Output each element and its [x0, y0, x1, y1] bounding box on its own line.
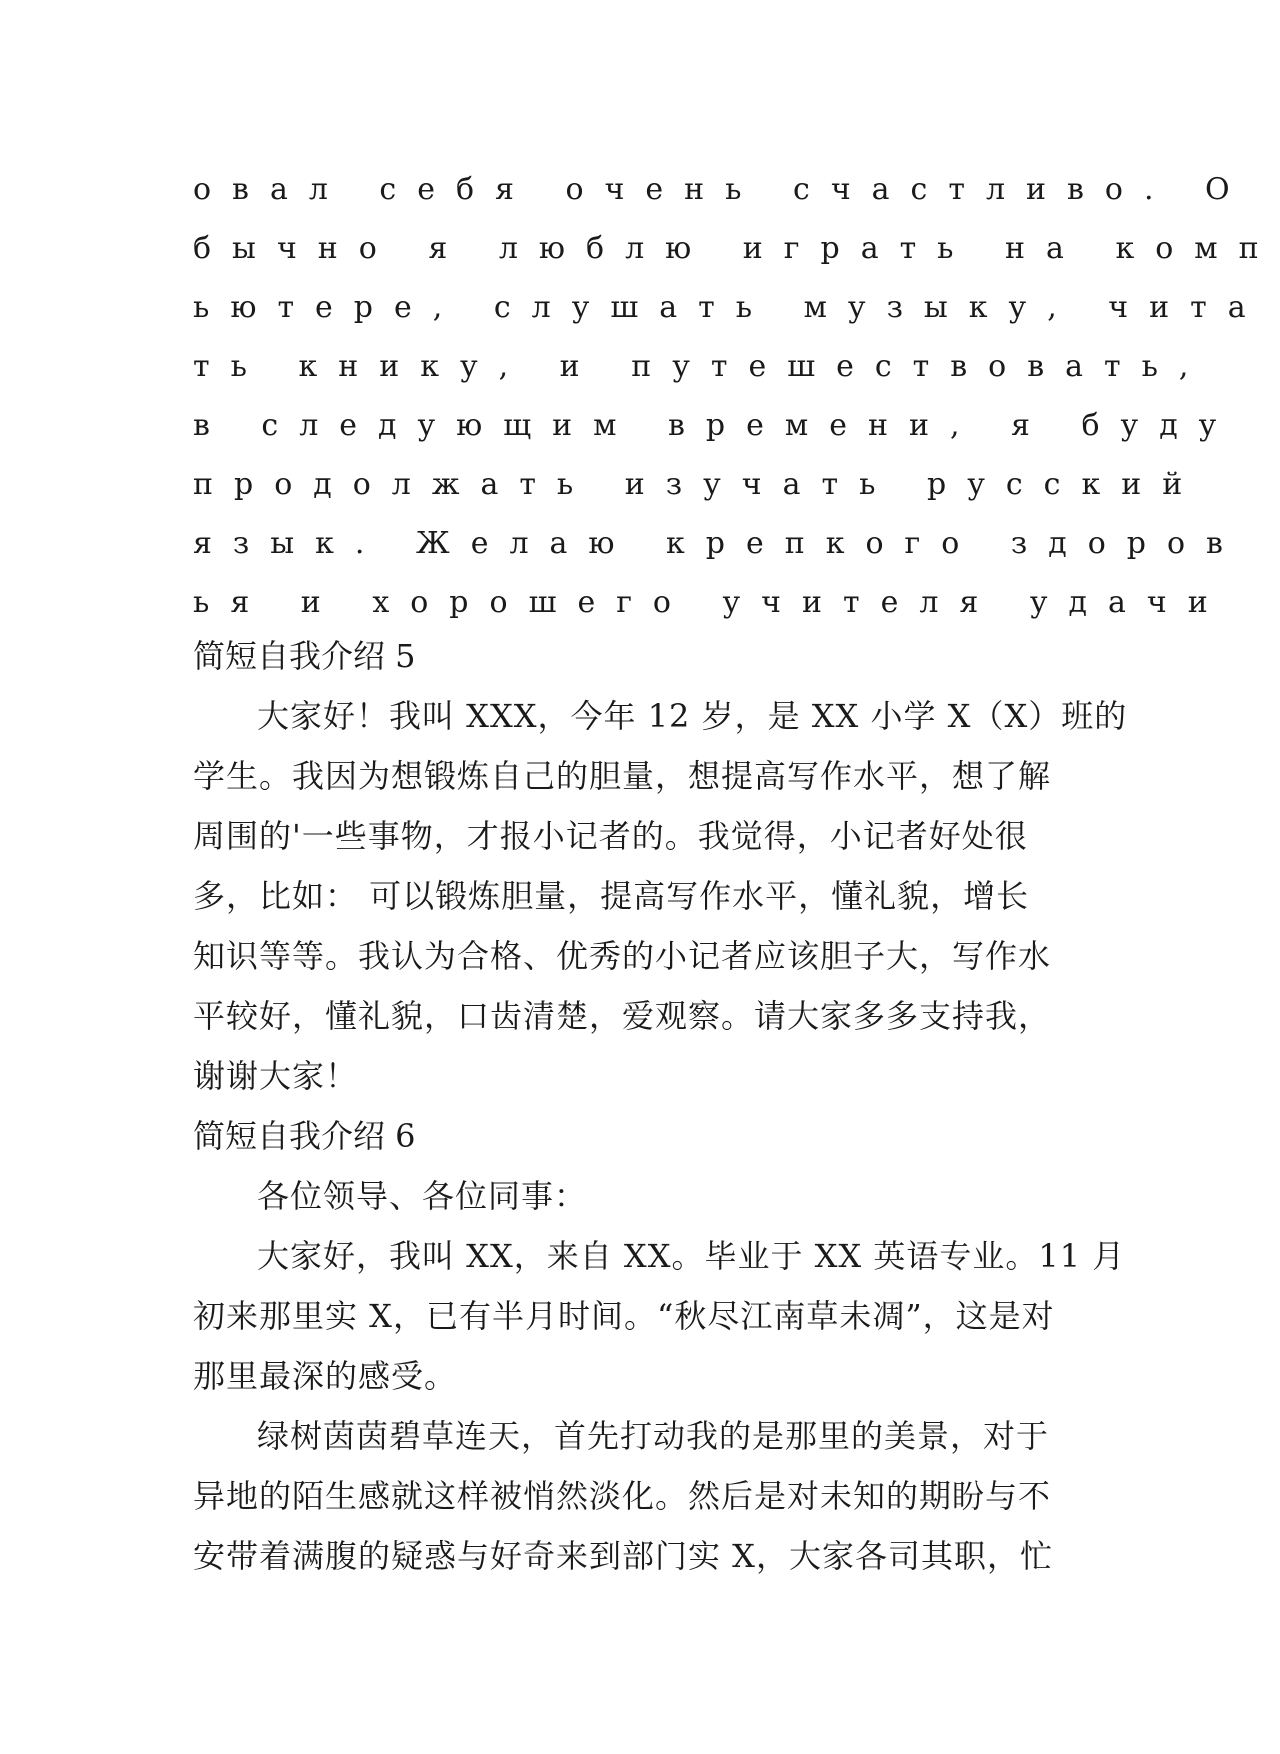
- paragraph-line: 各位领导、各位同事：: [257, 1177, 588, 1215]
- paragraph-line: 安带着满腹的疑惑与好奇来到部门实 X，大家各司其职，忙: [193, 1537, 1053, 1575]
- paragraph-line: 平较好，懂礼貌，口齿清楚，爱观察。请大家多多支持我，: [193, 997, 1052, 1035]
- section-heading: 简短自我介绍 6: [193, 1117, 416, 1155]
- text-line: бычно я люблю играть на комп: [193, 231, 1280, 266]
- paragraph-line: 学生。我因为想锻炼自己的胆量，想提高写作水平，想了解: [193, 757, 1052, 795]
- text-line: овал себя очень счастливо. О: [193, 172, 1251, 207]
- paragraph-line: 异地的陌生感就这样被悄然淡化。然后是对未知的期盼与不: [193, 1477, 1052, 1515]
- text-line: ть книку, и путешествовать,: [193, 349, 1210, 384]
- russian-paragraph: [193, 160, 1280, 632]
- text-line: язык. Желаю крепкого здоров: [193, 526, 1244, 561]
- paragraph-line: 多，比如： 可以锻炼胆量，提高写作水平，懂礼貌，增长: [193, 877, 1030, 915]
- paragraph-line: 知识等等。我认为合格、优秀的小记者应该胆子大，写作水: [193, 937, 1052, 975]
- paragraph-line: 大家好！我叫 XXX，今年 12 岁，是 XX 小学 X（X）班的: [257, 697, 1128, 735]
- paragraph-line: 那里最深的感受。: [193, 1357, 458, 1395]
- paragraph-line: 绿树茵茵碧草连天，首先打动我的是那里的美景，对于: [257, 1417, 1050, 1455]
- text-line: продолжать изучать русский: [193, 467, 1204, 502]
- paragraph-line: 谢谢大家！: [193, 1057, 359, 1095]
- text-line: ьютере, слушать музыку, чита: [193, 290, 1267, 325]
- section-heading: 简短自我介绍 5: [193, 637, 416, 675]
- text-line: ья и хорошего учителя удачи: [193, 585, 1229, 620]
- text-line: в следующим времени, я буду: [193, 408, 1238, 443]
- paragraph-line: 大家好，我叫 XX，来自 XX。毕业于 XX 英语专业。11 月: [257, 1237, 1126, 1275]
- paragraph-line: 初来那里实 X，已有半月时间。“秋尽江南草未凋”，这是对: [193, 1297, 1055, 1335]
- chinese-content: [193, 626, 1128, 1586]
- paragraph-line: 周围的'一些事物，才报小记者的。我觉得，小记者好处很: [193, 817, 1028, 855]
